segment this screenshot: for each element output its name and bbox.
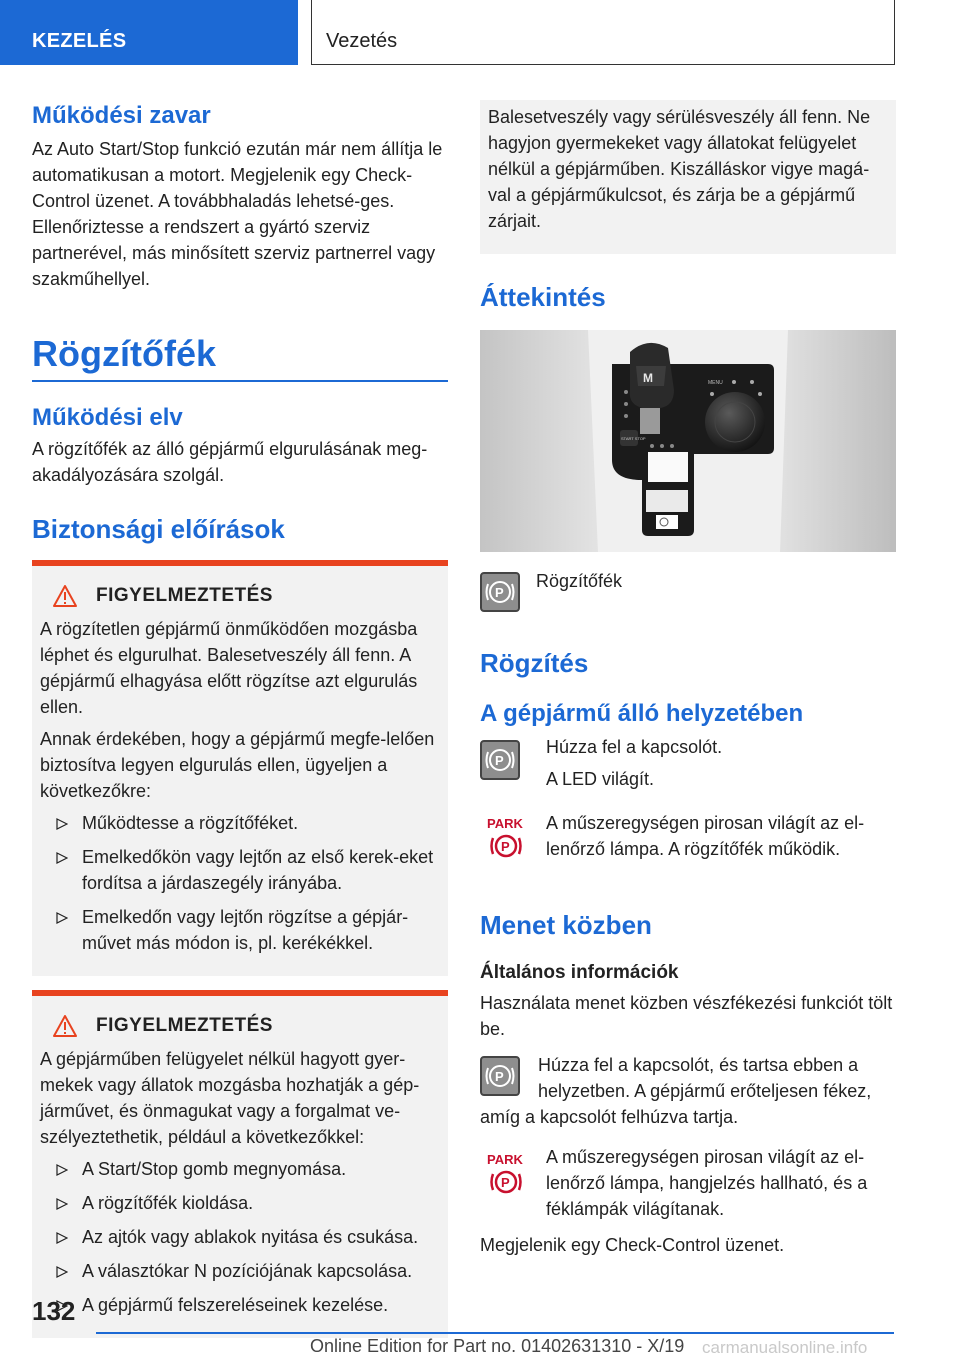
list-item: Működtesse a rögzítőféket.	[40, 810, 440, 836]
drive-logo-text: M	[643, 371, 653, 385]
warning-header	[52, 1014, 440, 1038]
warning-list	[40, 810, 440, 956]
svg-text:P: P	[495, 1069, 504, 1084]
bullet-triangle-icon	[56, 1164, 68, 1176]
park-text-2: A műszeregységen pirosan világít az el-lenőrző lámpa, hangjelzés hallható, és a féklámpák világítanak.	[546, 1147, 868, 1219]
center-console-photo	[480, 330, 896, 552]
overview-heading: Áttekintés	[480, 282, 606, 312]
principle-text: A rögzítőfék az álló gépjármű elgurulásának meg-akadályozására szolgál.	[32, 439, 428, 485]
park-text: A műszeregységen pirosan világít az el-lenőrző lámpa. A rögzítőfék működik.	[546, 813, 865, 859]
warning-text: Annak érdekében, hogy a gépjármű megfe-lelően biztosítva legyen elgurulás ellen, ügyeljen a következőkre:	[40, 729, 435, 801]
parking-brake-switch-icon	[480, 572, 520, 612]
list-item: A rögzítőfék kioldása.	[40, 1190, 440, 1216]
park-indicator-row-2	[480, 1147, 896, 1232]
parking-brake-switch-icon	[480, 1056, 520, 1096]
start-stop-label: START STOP	[621, 436, 646, 441]
fault-text: Az Auto Start/Stop funkció ezután már nem állítja le automatikusan a motort. Megjelenik egy Check-Control üzenet. A továbbhaladás lehetsé-ges. Ellenőriztesse a rendszert a gyártó szerviz partnerével, más minősített szerviz partnerrel vagy szakműhellyel.	[32, 139, 443, 289]
svg-text:P: P	[495, 585, 504, 600]
safety-heading: Biztonsági előírások	[32, 514, 285, 544]
section-title: Vezetés	[311, 0, 895, 65]
park-warning-lamp-icon	[486, 814, 526, 864]
list-item: A gépjármű felszereléseinek kezelése.	[40, 1292, 440, 1318]
driving-heading: Menet közben	[480, 910, 652, 940]
check-control-text: Megjelenik egy Check-Control üzenet.	[480, 1235, 785, 1255]
pull-text: Húzza fel a kapcsolót.	[546, 737, 723, 757]
bullet-triangle-icon	[56, 852, 68, 864]
engage-heading: Rögzítés	[480, 648, 589, 678]
page-number: 132	[32, 1296, 76, 1326]
chapter-tab: KEZELÉS	[0, 0, 298, 65]
parking-brake-heading: Rögzítőfék	[32, 333, 216, 374]
principle-heading: Működési elv	[32, 404, 183, 431]
list-item: A választókar N pozíciójának kapcsolása.	[40, 1258, 440, 1284]
svg-text:P: P	[501, 1175, 510, 1190]
svg-text:P: P	[501, 839, 510, 854]
console-illustration	[480, 330, 896, 552]
svg-text:PARK: PARK	[487, 1152, 523, 1167]
parking-brake-symbol-row	[480, 572, 896, 616]
svg-text:PARK: PARK	[487, 816, 523, 831]
list-item: A Start/Stop gomb megnyomása.	[40, 1156, 440, 1182]
warning-list	[40, 1156, 440, 1318]
warning-header	[52, 584, 440, 608]
menu-label: MENU	[708, 380, 723, 386]
warning-continuation-box	[480, 100, 896, 254]
warning-text: A gépjárműben felügyelet nélkül hagyott gyer-mekek vagy állatok mozgásba hozhatják a gép-járművet, és önmagukat vagy a forgalmat ve-szélyeztethetik, például a következőkkel:	[40, 1049, 420, 1147]
left-column	[32, 100, 448, 1338]
heading-rule	[32, 380, 448, 382]
watermark: carmanualsonline.info	[702, 1338, 868, 1357]
general-info-heading: Általános információk	[480, 962, 679, 983]
general-text: Használata menet közben vészfékezési funkciót tölt be.	[480, 993, 893, 1039]
park-warning-lamp-icon	[486, 1150, 526, 1200]
parking-brake-switch-icon	[480, 740, 520, 780]
pull-hold-text: Húzza fel a kapcsolót, és tartsa ebben a helyzetben. A gépjármű erőteljesen fékez, amíg a kapcsolót felhúzva tartja.	[480, 1055, 872, 1127]
bullet-triangle-icon	[56, 1266, 68, 1278]
edition-text: Online Edition for Part no. 01402631310 - X/19	[310, 1336, 685, 1356]
svg-text:P: P	[495, 753, 504, 768]
right-column	[480, 100, 896, 1258]
footer-rule	[96, 1332, 894, 1334]
standstill-heading: A gépjármű álló helyzetében	[480, 700, 804, 727]
list-item: Emelkedőn vagy lejtőn rögzítse a gépjár-művet más módon is, pl. kerékékkel.	[40, 904, 440, 956]
warning-title: FIGYELMEZTETÉS	[96, 1015, 273, 1036]
warning-triangle-icon	[52, 1014, 78, 1038]
list-item: Az ajtók vagy ablakok nyitása és csukása.	[40, 1224, 440, 1250]
bullet-triangle-icon	[56, 1198, 68, 1210]
warning-box-2	[32, 990, 448, 1338]
bullet-triangle-icon	[56, 1232, 68, 1244]
icon-caption: Rögzítőfék	[536, 571, 623, 591]
list-item: Emelkedőkön vagy lejtőn az első kerek-eket fordítsa a járdaszegély irányába.	[40, 844, 440, 896]
park-indicator-row	[480, 814, 896, 874]
warning-title: FIGYELMEZTETÉS	[96, 585, 273, 606]
fault-heading: Működési zavar	[32, 102, 211, 129]
pull-hold-row	[480, 1052, 896, 1130]
bullet-triangle-icon	[56, 912, 68, 924]
pull-switch-row	[480, 737, 896, 800]
led-text: A LED világít.	[546, 769, 655, 789]
warning-text: A rögzítetlen gépjármű önműködően mozgásba léphet és elgurulhat. Balesetveszély áll fenn. A gépjármű elhagyása előtt rögzítse azt elgurulás ellen.	[40, 619, 418, 717]
warning-box-1	[32, 560, 448, 976]
warning-continuation-text: Balesetveszély vagy sérülésveszély áll fenn. Ne hagyjon gyermekeket vagy állatokat felügyelet nélkül a gépjárműben. Kiszálláskor vigye magá-val a gépjárműkulcsot, és zárja be a gépjármű zárjait.	[488, 107, 871, 231]
bullet-triangle-icon	[56, 818, 68, 830]
warning-triangle-icon	[52, 584, 78, 608]
